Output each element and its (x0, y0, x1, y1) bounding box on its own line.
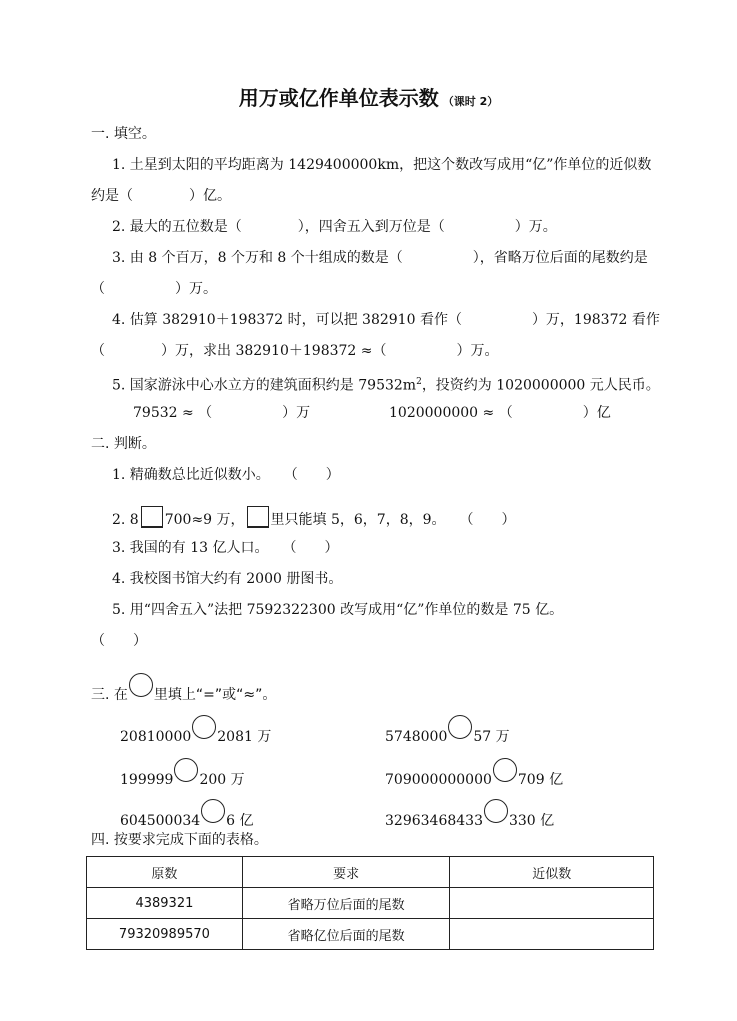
cell-requirement: 省略万位后面的尾数 (242, 888, 450, 919)
s1-q5-superscript: 2 (416, 377, 422, 387)
s1-q2: 2. 最大的五位数是（ ），四舍五入到万位是（ ）万。 (112, 219, 557, 235)
compare-item (385, 799, 554, 831)
s2-q3: 3. 我国的有 13 亿人口。 （ ） (112, 540, 339, 556)
compare-item (120, 799, 254, 831)
compare-item (120, 715, 271, 747)
compare-right: 709 亿 (517, 772, 564, 788)
header-requirement: 要求 (242, 857, 450, 888)
s1-q4-line2: （ ）万，求出 382910＋198372 ≈（ ）万。 (91, 343, 499, 359)
s3-heading-text-a: 三. 在 (91, 687, 128, 703)
header-approx: 近似数 (450, 857, 654, 888)
cell-original: 79320989570 (87, 919, 243, 950)
s1-q3-line2: （ ）万。 (91, 281, 217, 297)
blank-circle (192, 715, 216, 739)
compare-item (385, 715, 510, 747)
header-original: 原数 (87, 857, 243, 888)
s2-q2-text-a: 2. 8 (112, 512, 139, 528)
title-note: （课时 2） (442, 95, 499, 108)
blank-square-box (141, 506, 163, 528)
blank-circle (174, 758, 198, 782)
section-4-heading: 四. 按要求完成下面的表格。 (91, 832, 268, 848)
compare-right: 2081 万 (217, 729, 272, 745)
s1-q5-answer-right: 1020000000 ≈ （ ）亿 (389, 405, 611, 421)
compare-right: 200 万 (199, 772, 245, 788)
s2-q1: 1. 精确数总比近似数小。 （ ） (112, 467, 340, 483)
compare-right: 57 万 (473, 729, 510, 745)
s2-q5-line1: 5. 用“四舍五入”法把 7592322300 改写成用“亿”作单位的数是 75 亿。 (112, 602, 564, 618)
blank-circle (484, 799, 508, 823)
s2-q2-text-b: 700≈9 万， (164, 512, 245, 528)
compare-right: 6 亿 (226, 813, 254, 829)
s1-q1-line2: 约是（ ）亿。 (91, 188, 231, 204)
s2-q5-line2: （ ） (91, 633, 147, 649)
approximation-table (86, 856, 654, 950)
compare-left: 20810000 (120, 729, 192, 745)
cell-approx (450, 919, 654, 950)
blank-square-box (247, 506, 269, 528)
page-title (0, 84, 737, 116)
section-2-heading: 二. 判断。 (91, 436, 156, 452)
table-row (87, 888, 654, 919)
compare-item (120, 758, 245, 790)
title-text: 用万或亿作单位表示数 (238, 86, 439, 110)
s3-heading-text-b: 里填上“=”或“≈”。 (153, 687, 277, 703)
compare-left: 604500034 (120, 813, 201, 829)
s1-q1-line1: 1. 土星到太阳的平均距离为 1429400000km，把这个数改写成用“亿”作单位的近似数 (112, 157, 652, 173)
s1-q3-line1: 3. 由 8 个百万，8 个万和 8 个十组成的数是（ ），省略万位后面的尾数约是 (112, 250, 648, 266)
table-header-row (87, 857, 654, 888)
compare-left: 199999 (120, 772, 174, 788)
compare-left: 709000000000 (385, 772, 492, 788)
cell-original: 4389321 (87, 888, 243, 919)
s2-q2 (112, 506, 516, 530)
compare-left: 32963468433 (385, 813, 483, 829)
s1-q5-line1 (112, 372, 660, 396)
blank-circle (129, 673, 153, 697)
s1-q5-text: 5. 国家游泳中心水立方的建筑面积约是 79532m (112, 377, 417, 394)
s1-q5-answer-left: 79532 ≈ （ ）万 (133, 405, 311, 421)
blank-circle (493, 758, 517, 782)
blank-circle (201, 799, 225, 823)
s1-q5-text-end: ，投资约为 1020000000 元人民币。 (421, 377, 660, 394)
section-1-heading: 一. 填空。 (91, 126, 156, 142)
s2-q2-text-c: 里只能填 5，6，7，8，9。 （ ） (270, 512, 516, 528)
cell-requirement: 省略亿位后面的尾数 (242, 919, 450, 950)
blank-circle (448, 715, 472, 739)
compare-right: 330 亿 (508, 813, 555, 829)
compare-left: 5748000 (385, 729, 448, 745)
compare-item (385, 758, 563, 790)
cell-approx (450, 888, 654, 919)
table-row (87, 919, 654, 950)
s1-q4-line1: 4. 估算 382910＋198372 时，可以把 382910 看作（ ）万，198372 看作 (112, 312, 660, 328)
s2-q4: 4. 我校图书馆大约有 2000 册图书。 (112, 571, 343, 587)
section-3-heading (91, 673, 276, 705)
